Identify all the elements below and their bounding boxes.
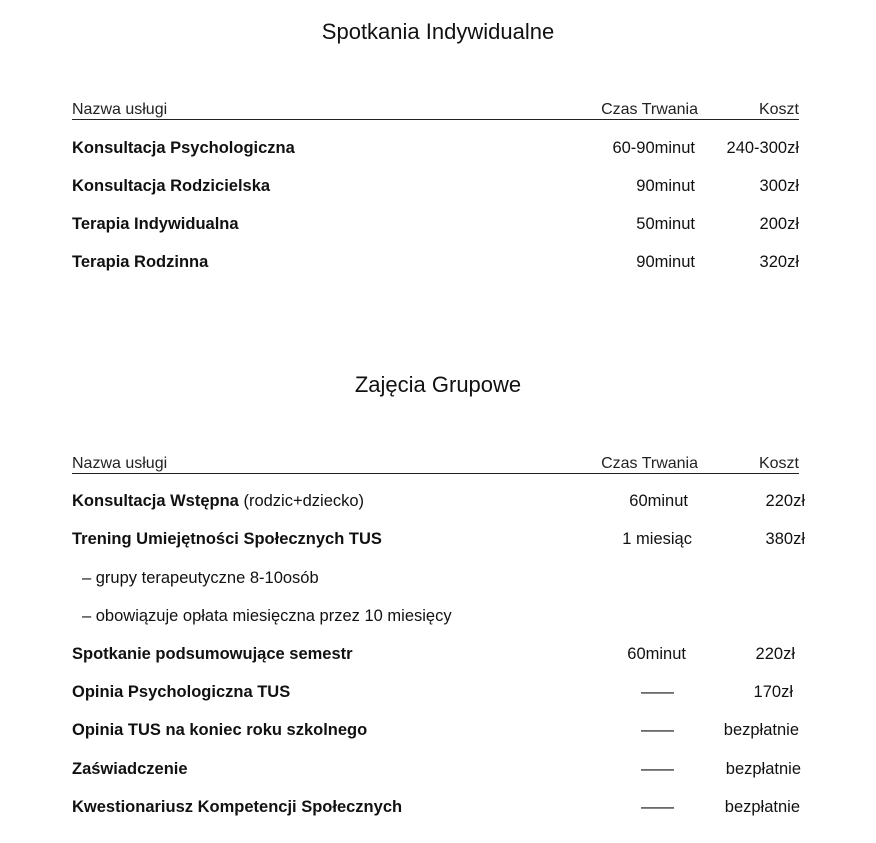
service-cost: 170zł <box>753 683 793 701</box>
service-name-main: Konsultacja Wstępna <box>72 492 239 510</box>
header-service-name: Nazwa usługi <box>72 455 168 472</box>
section-title-individual: Spotkania Indywidualne <box>321 19 555 44</box>
section-title-group: Zajęcia Grupowe <box>354 372 522 397</box>
service-name: Opinia TUS na koniec roku szkolnego <box>72 721 368 739</box>
service-name: Terapia Indywidualna <box>72 215 239 233</box>
table-row <box>72 215 832 239</box>
service-duration: —— <box>641 798 674 816</box>
service-duration: —— <box>641 760 674 778</box>
table-row <box>72 530 832 554</box>
service-cost: 240-300zł <box>726 139 799 157</box>
service-cost: 200zł <box>759 215 799 233</box>
service-cost: bezpłatnie <box>724 798 800 816</box>
header-cost: Koszt <box>758 455 799 472</box>
service-name: Zaświadczenie <box>72 760 188 778</box>
table-row <box>72 683 832 707</box>
service-name: Terapia Rodzinna <box>72 253 209 271</box>
service-name: Kwestionariusz Kompetencji Społecznych <box>72 798 403 816</box>
service-name: Konsultacja Rodzicielska <box>72 177 271 195</box>
service-cost: 300zł <box>759 177 799 195</box>
service-duration: 50minut <box>636 215 695 233</box>
service-name-note: (rodzic+dziecko) <box>238 492 365 510</box>
service-duration: —— <box>641 721 674 739</box>
table-header-group <box>72 451 799 474</box>
service-name: Spotkanie podsumowujące semestr <box>72 645 353 663</box>
service-duration: 90minut <box>636 177 695 195</box>
service-duration: 1 miesiąc <box>622 530 692 548</box>
table-row <box>72 721 832 745</box>
service-cost: 220zł <box>765 492 805 510</box>
service-duration: 60minut <box>629 492 688 510</box>
table-row <box>72 139 832 163</box>
service-cost: 380zł <box>765 530 805 548</box>
service-name: Opinia Psychologiczna TUS <box>72 683 291 701</box>
table-row <box>72 760 832 784</box>
table-header-individual <box>72 97 799 120</box>
service-duration: 60-90minut <box>612 139 695 157</box>
table-row <box>72 253 832 277</box>
service-note: – obowiązuje opłata miesięczna przez 10 miesięcy <box>82 607 452 625</box>
header-cost: Koszt <box>758 101 799 118</box>
service-cost: bezpłatnie <box>725 760 801 778</box>
service-duration: —— <box>641 683 674 701</box>
service-name: Konsultacja Psychologiczna <box>72 139 295 157</box>
table-row <box>72 492 832 516</box>
header-service-name: Nazwa usługi <box>72 101 168 118</box>
table-row <box>72 798 832 822</box>
header-duration: Czas Trwania <box>601 101 698 118</box>
service-note: – grupy terapeutyczne 8-10osób <box>82 569 319 587</box>
service-cost: bezpłatnie <box>723 721 799 739</box>
table-row <box>72 645 832 669</box>
service-name <box>72 492 364 511</box>
service-duration: 90minut <box>636 253 695 271</box>
table-row <box>72 177 832 201</box>
service-cost: 320zł <box>759 253 799 271</box>
header-duration: Czas Trwania <box>601 455 698 472</box>
service-cost: 220zł <box>755 645 795 663</box>
service-duration: 60minut <box>627 645 686 663</box>
service-name: Trening Umiejętności Społecznych TUS <box>72 530 382 548</box>
